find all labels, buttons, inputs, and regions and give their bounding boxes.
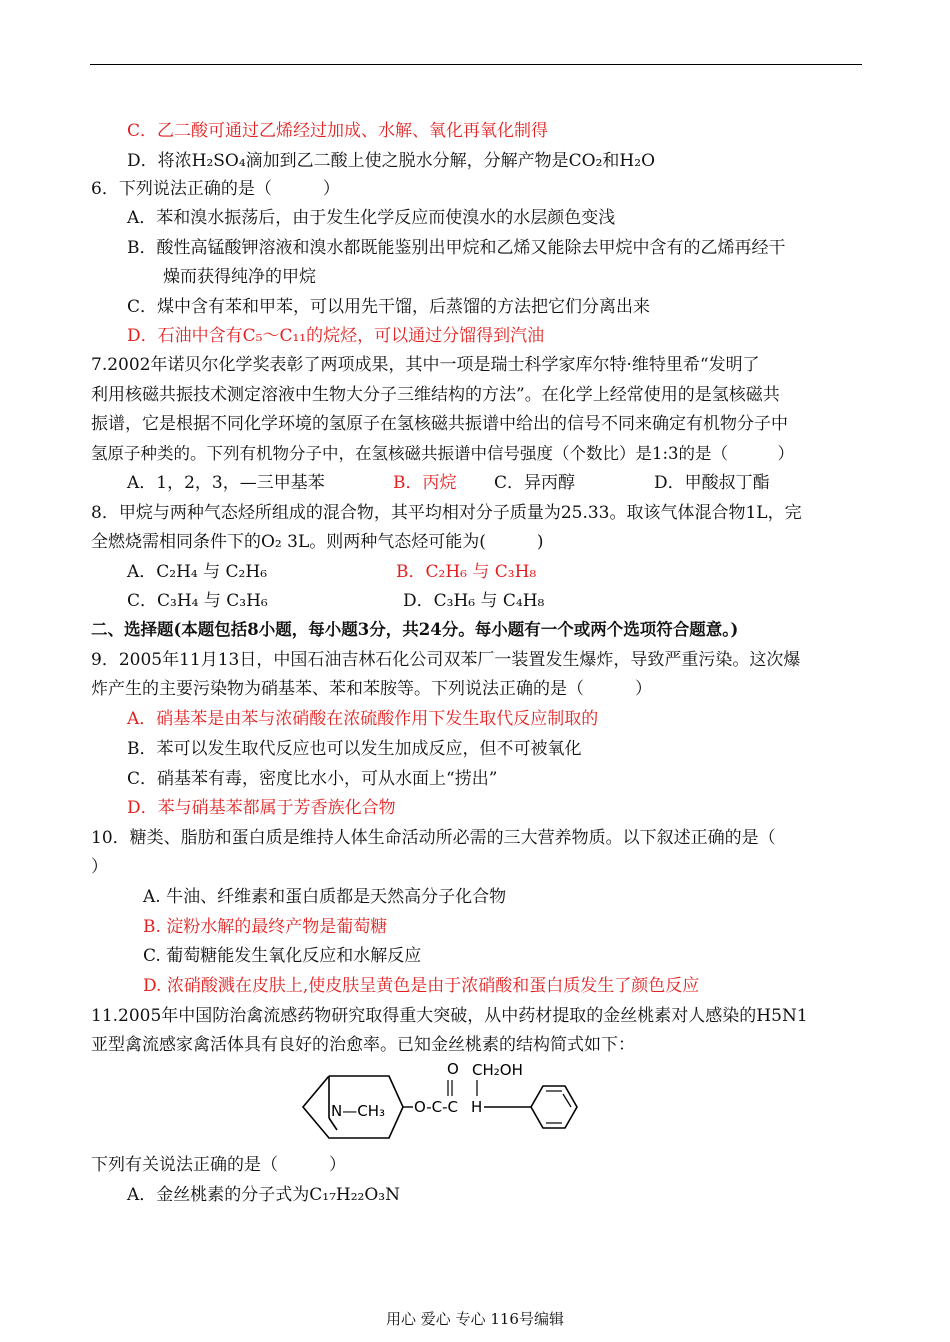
q8-option-c: C．C₃H₄ 与 C₃H₆ <box>127 591 268 611</box>
q7-line2: 利用核磁共振技术测定溶液中生物大分子三维结构的方法”。在化学上经常使用的是氢核磁共 <box>91 385 780 405</box>
q6-option-d: D．石油中含有C₅～C₁₁的烷烃，可以通过分馏得到汽油 <box>127 326 545 346</box>
q9-option-a: A．硝基苯是由苯与浓硝酸在浓硫酸作用下发生取代反应制取的 <box>127 709 599 729</box>
q8-option-d: D．C₃H₆ 与 C₄H₈ <box>403 591 545 611</box>
q6-option-b-line2: 燥而获得纯净的甲烷 <box>163 267 316 287</box>
q6-stem: 6．下列说法正确的是（ ） <box>91 179 340 199</box>
q5-option-c: C．乙二酸可通过乙烯经过加成、水解、氧化再氧化制得 <box>127 121 549 141</box>
q10-option-a: A. 牛油、纤维素和蛋白质都是天然高分子化合物 <box>143 887 507 907</box>
page-footer: 用心 爱心 专心 116号编辑 <box>386 1310 564 1328</box>
q8-line1: 8．甲烷与两种气态烃所组成的混合物，其平均相对分子质量为25.33。取该气体混合物1L，完 <box>91 503 802 523</box>
q7-option-d: D．甲酸叔丁酯 <box>654 473 770 493</box>
q11-line1: 11.2005年中国防治禽流感药物研究取得重大突破，从中药材提取的金丝桃素对人感染的H5N1 <box>91 1006 808 1026</box>
q9-option-d: D．苯与硝基苯都属于芳香族化合物 <box>127 798 396 818</box>
q9-line1: 9．2005年11月13日，中国石油吉林石化公司双苯厂一装置发生爆炸，导致严重污染。这次爆 <box>91 650 801 670</box>
q10-option-c: C. 葡萄糖能发生氧化反应和水解反应 <box>143 946 422 966</box>
section-2-heading: 二、选择题(本题包括8小题，每小题3分，共24分。每小题有一个或两个选项符合题意。) <box>91 620 739 639</box>
q10-line1: 10．糖类、脂肪和蛋白质是维持人体生命活动所必需的三大营养物质。以下叙述正确的是（ <box>91 828 776 848</box>
q6-option-c: C．煤中含有苯和甲苯，可以用先干馏，后蒸馏的方法把它们分离出来 <box>127 297 651 317</box>
q9-line2: 炸产生的主要污染物为硝基苯、苯和苯胺等。下列说法正确的是（ ） <box>91 679 652 699</box>
ester-label: O-C-C <box>414 1098 458 1116</box>
q7-option-a: A．1，2，3，—三甲基苯 <box>127 473 325 493</box>
q11-stem: 下列有关说法正确的是（ ） <box>91 1155 346 1175</box>
q8-option-b: B．C₂H₆ 与 C₃H₈ <box>396 562 537 582</box>
n-ch3-label: N—CH₃ <box>331 1102 385 1120</box>
ch2oh-label: CH₂OH <box>472 1061 523 1079</box>
q10-option-d: D. 浓硝酸溅在皮肤上,使皮肤呈黄色是由于浓硝酸和蛋白质发生了颜色反应 <box>143 976 700 996</box>
q7-line3: 振谱，它是根据不同化学环境的氢原子在氢核磁共振谱中给出的信号不同来确定有机物分子中 <box>91 414 788 434</box>
q6-option-a: A．苯和溴水振荡后，由于发生化学反应而使溴水的水层颜色变浅 <box>127 208 616 228</box>
q7-option-b: B．丙烷 <box>393 473 457 493</box>
q9-option-b: B．苯可以发生取代反应也可以发生加成反应，但不可被氧化 <box>127 739 582 759</box>
q11-option-a: A．金丝桃素的分子式为C₁₇H₂₂O₃N <box>127 1185 400 1205</box>
q5-option-d: D．将浓H₂SO₄滴加到乙二酸上使之脱水分解，分解产物是CO₂和H₂O <box>127 151 656 171</box>
carbonyl-o-label: O <box>447 1060 459 1078</box>
q6-option-b-line1: B．酸性高锰酸钾溶液和溴水都既能鉴别出甲烷和乙烯又能除去甲烷中含有的乙烯再经干 <box>127 238 786 258</box>
q10-line2: ） <box>91 857 108 877</box>
q8-option-a: A．C₂H₄ 与 C₂H₆ <box>127 562 268 582</box>
q9-option-c: C．硝基苯有毒，密度比水小，可从水面上“捞出” <box>127 769 498 789</box>
header-rule <box>90 64 862 65</box>
q8-line2: 全燃烧需相同条件下的O₂ 3L。则两种气态烃可能为( ) <box>91 532 544 552</box>
q7-line1: 7.2002年诺贝尔化学奖表彰了两项成果，其中一项是瑞士科学家库尔特·维特里希“发明了 <box>91 355 760 375</box>
ch-h-label: H <box>471 1098 483 1116</box>
q11-line2: 亚型禽流感家禽活体具有良好的治愈率。已知金丝桃素的结构简式如下： <box>91 1035 635 1055</box>
q7-option-c: C．异丙醇 <box>494 473 576 493</box>
q10-option-b: B. 淀粉水解的最终产物是葡萄糖 <box>143 917 388 937</box>
q7-line4: 氢原子种类的。下列有机物分子中，在氢核磁共振谱中信号强度（个数比）是1:3的是（ ） <box>91 444 795 463</box>
hypericin-structure-diagram <box>295 1058 580 1148</box>
